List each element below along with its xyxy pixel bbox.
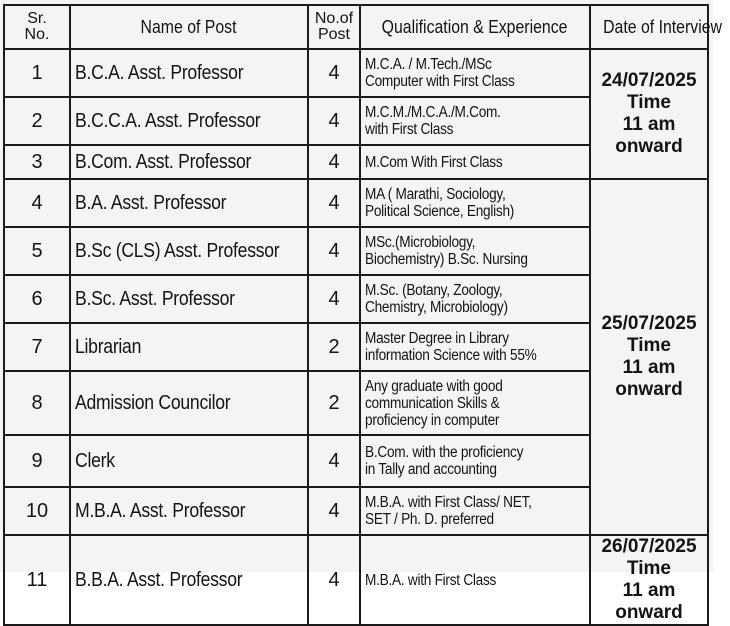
qualification-line: communication Skills & [365,394,500,412]
interview-time-label: Time [626,92,671,113]
qualification-line: SET / Ph. D. preferred [365,511,494,528]
cell-post-name [70,371,308,435]
qualification-line: proficiency in computer [365,411,500,429]
cell-qualification [360,49,590,97]
post-name-text: B.A. Asst. Professor [75,191,227,214]
header-sr-line2: No. [24,26,50,43]
post-name-text: Clerk [75,449,115,472]
cell-qualification [360,275,590,323]
cell-no-of-post: 4 [308,97,360,145]
table-row [4,535,708,625]
qualification-line: M.Com With First Class [365,153,503,171]
cell-sr-no: 3 [4,145,70,179]
cell-sr-no: 4 [4,179,70,227]
cell-post-name [70,179,308,227]
interview-date: 24/07/2025 [601,70,697,91]
post-name-text: Admission Councilor [75,391,231,414]
cell-qualification [360,97,590,145]
cell-no-of-post: 4 [308,227,360,275]
cell-interview-schedule [590,179,708,535]
post-name-text: M.B.A. Asst. Professor [75,499,246,522]
cell-no-of-post: 4 [308,49,360,97]
qualification-line: in Tally and accounting [365,461,497,478]
cell-no-of-post: 4 [308,487,360,535]
cell-post-name [70,227,308,275]
post-name-text: B.Sc (CLS) Asst. Professor [75,239,280,262]
cell-qualification [360,145,590,179]
cell-post-name [70,275,308,323]
cell-no-of-post: 4 [308,535,360,625]
header-sr-no [4,5,70,49]
interview-date: 25/07/2025 [601,313,697,334]
post-name-text: B.C.A. Asst. Professor [75,61,244,84]
qualification-line: B.Com. with the proficiency [365,444,524,461]
qualification-line: M.B.A. with First Class [365,571,497,589]
qualification-line: Master Degree in Library [365,330,509,347]
cell-post-name [70,435,308,487]
cell-sr-no: 1 [4,49,70,97]
cell-sr-no: 7 [4,323,70,371]
cell-post-name [70,535,308,625]
cell-qualification [360,371,590,435]
cell-sr-no: 5 [4,227,70,275]
interview-time-label: Time [626,335,671,356]
qualification-line: Chemistry, Microbiology) [365,299,508,316]
cell-no-of-post: 2 [308,371,360,435]
header-row [4,5,708,49]
header-no-of-post [308,5,360,49]
table-row [4,49,708,97]
cell-interview-schedule [590,535,708,625]
cell-qualification [360,323,590,371]
interview-time: 11 am onward [615,114,683,157]
interview-date: 26/07/2025 [601,536,697,557]
interview-time: 11 am onward [615,357,683,400]
header-sr-line1: Sr. [27,10,47,27]
posts-table [3,4,722,626]
cell-sr-no: 9 [4,435,70,487]
post-name-text: B.B.A. Asst. Professor [75,568,243,591]
qualification-line: Political Science, English) [365,203,515,220]
qualification-line: Biochemistry) B.Sc. Nursing [365,251,528,268]
cell-qualification [360,535,590,625]
header-qualification [360,5,590,49]
cell-no-of-post: 4 [308,145,360,179]
cell-sr-no: 8 [4,371,70,435]
qualification-line: M.B.A. with First Class/ NET, [365,494,532,511]
qualification-line: MSc.(Microbiology, [365,234,476,251]
cell-qualification [360,435,590,487]
qualification-line: Any graduate with good [365,377,503,395]
interview-time: 11 am onward [615,580,683,623]
cell-post-name [70,145,308,179]
qualification-line: MA ( Marathi, Sociology, [365,186,506,203]
table-row [4,179,708,227]
cell-sr-no: 6 [4,275,70,323]
post-name-text: B.Com. Asst. Professor [75,150,252,173]
qualification-line: M.C.A. / M.Tech./MSc [365,56,492,73]
qualification-line: with First Class [365,121,454,138]
cell-no-of-post: 4 [308,275,360,323]
cell-no-of-post: 4 [308,435,360,487]
cell-sr-no: 10 [4,487,70,535]
header-name-of-post [70,5,308,49]
cell-post-name [70,487,308,535]
post-name-text: Librarian [75,335,142,358]
header-no-line2: Post [317,26,350,43]
cell-no-of-post: 4 [308,179,360,227]
qualification-line: information Science with 55% [365,347,537,364]
header-name-text: Name of Post [141,17,237,37]
cell-post-name [70,97,308,145]
qualification-line: M.Sc. (Botany, Zoology, [365,282,503,299]
cell-no-of-post: 2 [308,323,360,371]
cell-sr-no: 2 [4,97,70,145]
cell-post-name [70,323,308,371]
cell-qualification [360,487,590,535]
interview-time-label: Time [626,558,671,579]
post-name-text: B.C.C.A. Asst. Professor [75,109,261,132]
header-date-text: Date of Interview [603,17,722,37]
cell-qualification [360,227,590,275]
cell-post-name [70,49,308,97]
header-qualification-text: Qualification & Experience [382,17,568,37]
qualification-line: M.C.M./M.C.A./M.Com. [365,104,501,121]
post-name-text: B.Sc. Asst. Professor [75,287,235,310]
cell-qualification [360,179,590,227]
cell-sr-no: 11 [4,535,70,625]
header-date-of-interview [590,5,722,49]
header-no-line1: No.of [314,10,354,27]
cell-interview-schedule [590,49,708,179]
qualification-line: Computer with First Class [365,73,515,90]
